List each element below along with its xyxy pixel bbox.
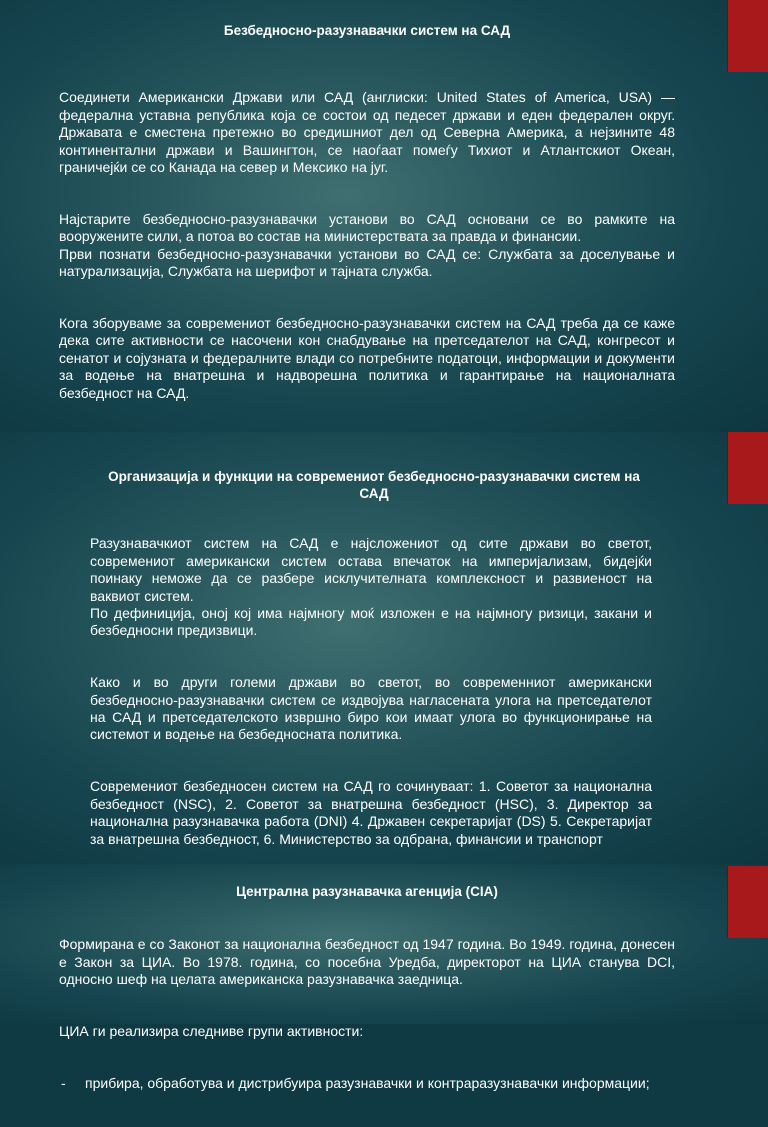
slide-title: Организација и функции на современиот безбедносно-разузнавачки систем на САД: [108, 469, 640, 501]
paragraph: Разузнавачкиот систем на САД е најсложениот од сите држави во светот, современиот американски систем остава впечаток на империјализам, бидејќи поинаку неможе да се разбере исклучителната комплексност и развиеност на ваквиот систем. По дефиниција, оној кој има најмногу моќ изложен е на најмногу ризици, закани и безбедносни предизвици.: [90, 535, 652, 639]
paragraph: Кога зборуваме за современиот безбедносно-разузнавачки систем на САД треба да се каже дека сите активности се насочени кон снабдување на претседателот на САД, конгресот и сенатот и сојузната и федералните влади со потребните податоци, информации и документи за водење на внатрешна и надворешна политика и гарантирање на националната безбедност на САД.: [59, 314, 675, 401]
slide-title: Централна разузнавачка агенција (CIA): [236, 884, 498, 899]
slide-2: [0, 432, 768, 864]
slide-accent-bar: [727, 432, 768, 504]
slide-3: [0, 864, 768, 1092]
slide-body: [90, 518, 652, 865]
paragraph: ЦИА ги реализира следниве групи активности:: [59, 1023, 364, 1040]
paragraph: Современиот безбедносен систем на САД го сочинуваат: 1. Советот за национална безбедност (NSC), 2. Советот за внатрешна безбедност (HSC), 3. Директор за национална разузнавачка работа (DNI) 4. Државен секретаријат (DS) 5. Секретаријат за внатрешна безбедност, 6. Министерство за одбрана, финансии и транспорт: [90, 778, 652, 847]
bullet-list: [59, 1058, 675, 1110]
slide-accent-bar: [727, 0, 768, 72]
slide-accent-bar: [727, 866, 768, 938]
slide-body: [59, 919, 675, 1127]
slide-1: [0, 0, 768, 432]
list-item: - прибира, обработува и дистрибуира разузнавачки и контраразузнавачки информации;: [59, 1075, 675, 1092]
slide-body: [59, 72, 675, 419]
slide-title: Безбедносно-разузнавачки систем на САД: [223, 23, 511, 38]
paragraph: Како и во други големи држави во светот, во современниот американски безбедносно-разузнавачки систем се издвојува нагласената улога на претседателот на САД и претседателското извршно биро кои имаат улога во функционирање на системот и водење на безбедносната политика.: [90, 674, 652, 743]
paragraph: Соединети Американски Држави или САД (англиски: United States of America, USA) — федерална уставна република која се состои од педесет држави и еден федерален округ. Државата е сместена претежно во средишниот дел од Северна Америка, а нејзините 48 континентални држави и Вашингтон, се наоѓаат помеѓу Тихиот и Атлантскиот Океан, граничејќи се со Канада на север и Мексико на југ.: [59, 89, 675, 176]
paragraph: Формирана е со Законот за национална безбедност од 1947 година. Во 1949. година, донесен е Закон за ЦИА. Во 1978. година, со посебна Уредба, директорот на ЦИА станува DCI, односно шеф на целата американска разузнавачка заедница.: [59, 936, 675, 988]
paragraph: Најстарите безбедносно-разузнавачки установи во САД основани се во рамките на вооружените сили, а потоа во состав на министерствата за правда и финансии. Први познати безбедносно-разузнавачки установи во САД се: Службата за доселување и натурализација, Службата на шерифот и тајната служба.: [59, 210, 675, 280]
